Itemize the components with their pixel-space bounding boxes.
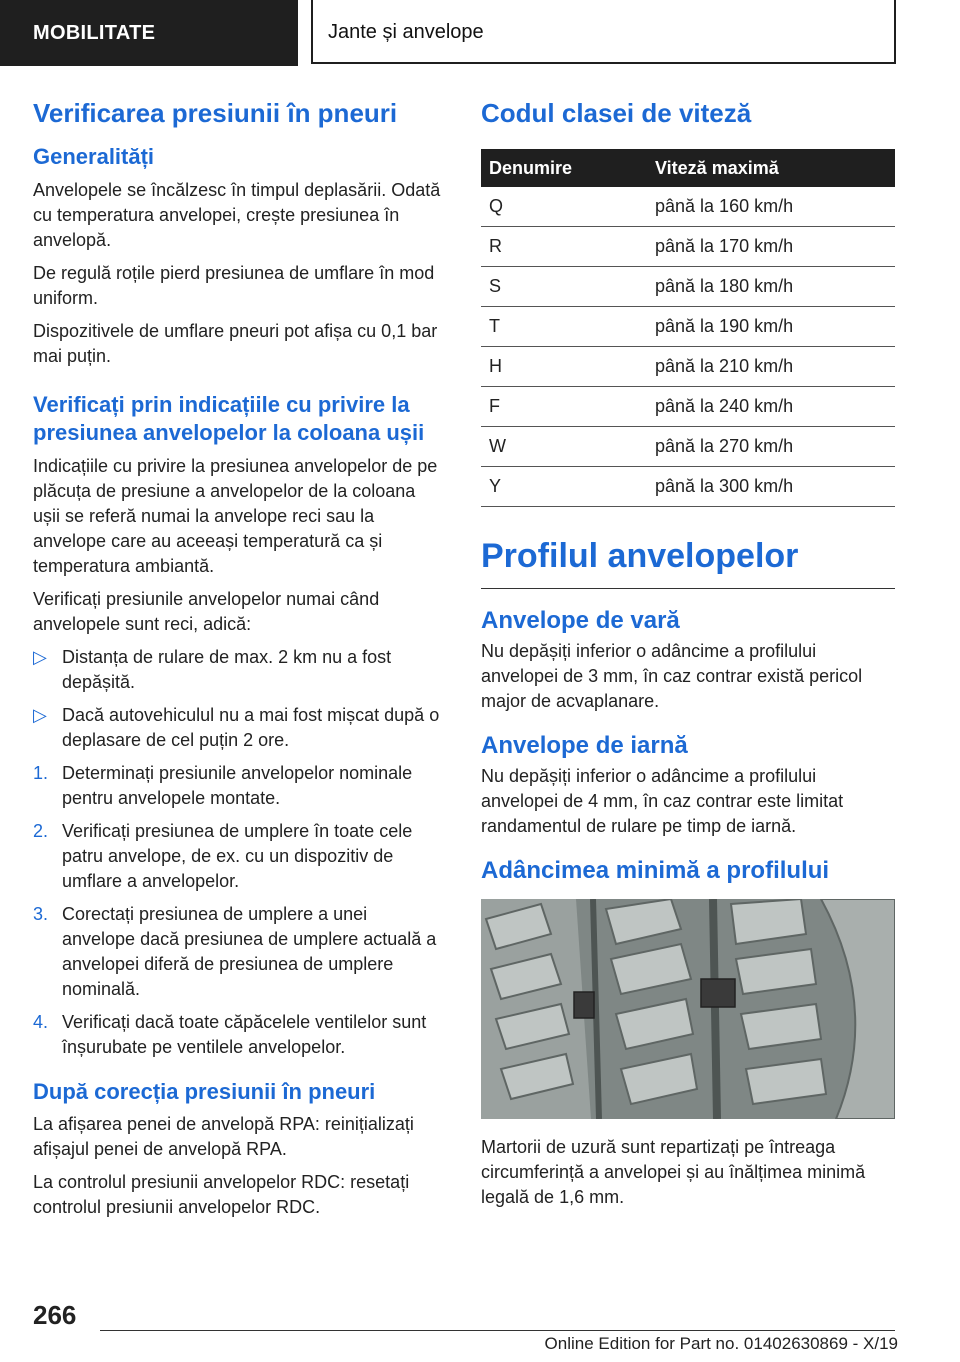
page-number: 266 [33, 1300, 77, 1330]
table-row: Q până la 160 km/h [481, 187, 895, 227]
speed-class-table [481, 149, 895, 507]
summer-tires-text: Nu depășiți inferior o adâncime a profilului anvelopei de 3 mm, în caz contrar există pericol major de acvaplanare. [481, 641, 863, 711]
summer-tires-heading: Anvelope de vară [481, 607, 680, 634]
winter-tires-heading: Anvelope de iarnă [481, 732, 688, 759]
profile-title-block [481, 537, 895, 589]
step-item: 2. Verificați presiunea de umplere în toate cele patru anvelope, de ex. cu un dispozitiv de umflare a anvelopelor. [33, 820, 413, 891]
step-item: 1. Determinați presiunile anvelopelor nominale pentru anvelopele montate. [33, 762, 413, 808]
speed-class-title: Codul clasei de viteză [481, 98, 752, 128]
edition-footer: Online Edition for Part no. 01402630869 - X/19 [544, 1334, 898, 1353]
winter-tires-text: Nu depășiți inferior o adâncime a profilului anvelopei de 4 mm, în caz contrar este limitat randamentul de rulare pe timp de iarnă. [481, 766, 844, 836]
pressure-check-title: Verificarea presiunii în pneuri [33, 98, 398, 128]
door-pillar-p2: Verificați presiunile anvelopelor numai când anvelopele sunt reci, adică: [33, 588, 380, 634]
general-heading: Generalități [33, 144, 155, 169]
table-row: Y până la 300 km/h [481, 467, 895, 507]
door-pillar-heading: Verificați prin indicațiile cu privire la presiunea anvelopelor la coloana ușii [33, 391, 425, 446]
triangle-bullet-icon: ▷ [33, 704, 47, 725]
wear-indicator-caption: Martorii de uzură sunt repartizați pe întreaga circumferință a anvelopei și au înălțimea minimă legală de 1,6 mm. [481, 1137, 866, 1207]
table-row: R până la 170 km/h [481, 227, 895, 267]
general-p1: Anvelopele se încălzesc în timpul deplasării. Odată cu temperatura anvelopei, crește presiunea în anvelopă. [33, 179, 441, 250]
left-column [33, 98, 445, 1228]
footer-divider [100, 1330, 895, 1331]
after-correction-p2: La controlul presiunii anvelopelor RDC: resetați controlul presiunii anvelopelor RDC. [33, 1172, 410, 1218]
after-correction-heading: După corecția presiunii în pneuri [33, 1078, 376, 1104]
general-p2: De regulă roțile pierd presiunea de umflare în mod uniform. [33, 262, 435, 308]
list-item: ▷ Dacă autovehiculul nu a mai fost mișcat după o deplasare de cel puțin 2 ore. [33, 704, 440, 750]
step-number: 4. [33, 1011, 49, 1032]
table-row: W până la 270 km/h [481, 427, 895, 467]
step-item: 3. Corectați presiunea de umplere a unei anvelope dacă presiunea de umplere actuală a anvelopei diferă de presiunea de umplere nominală. [33, 903, 437, 999]
table-row: T până la 190 km/h [481, 307, 895, 347]
tire-tread-image [481, 899, 895, 1119]
right-column [481, 98, 895, 1218]
chapter-title: Jante și anvelope [311, 0, 896, 64]
after-correction-p1: La afișarea penei de anvelopă RPA: reinițializați afișajul penei de anvelopă RPA. [33, 1114, 414, 1160]
step-number: 1. [33, 762, 49, 783]
list-item: ▷ Distanța de rulare de max. 2 km nu a fost depășită. [33, 646, 392, 692]
col-header-denumire: Denumire [481, 149, 647, 187]
page-header [0, 0, 960, 66]
step-item: 4. Verificați dacă toate căpăcelele ventilelor sunt înșurubate pe ventilele anvelopelor. [33, 1011, 427, 1057]
table-row: S până la 180 km/h [481, 267, 895, 307]
min-depth-heading: Adâncimea minimă a profilului [481, 857, 830, 884]
section-tab: MOBILITATE [0, 0, 298, 66]
triangle-bullet-icon: ▷ [33, 646, 47, 667]
step-number: 3. [33, 903, 49, 924]
tire-profile-title: Profilul anvelopelor [481, 537, 799, 575]
table-row: F până la 240 km/h [481, 387, 895, 427]
cold-conditions-list [33, 645, 445, 753]
table-row: H până la 210 km/h [481, 347, 895, 387]
col-header-viteza: Viteză maximă [647, 149, 895, 187]
steps-list [33, 761, 445, 1060]
door-pillar-p1: Indicațiile cu privire la presiunea anvelopelor de pe plăcuța de presiune a anvelopelor de la coloana ușii se referă numai la anvelope reci sau la anvelope care au aceeași temperatură ca și temperatura ambiantă. [33, 455, 438, 576]
general-p3: Dispozitivele de umflare pneuri pot afișa cu 0,1 bar mai puțin. [33, 320, 438, 366]
step-number: 2. [33, 820, 49, 841]
table-header-row [481, 149, 895, 187]
